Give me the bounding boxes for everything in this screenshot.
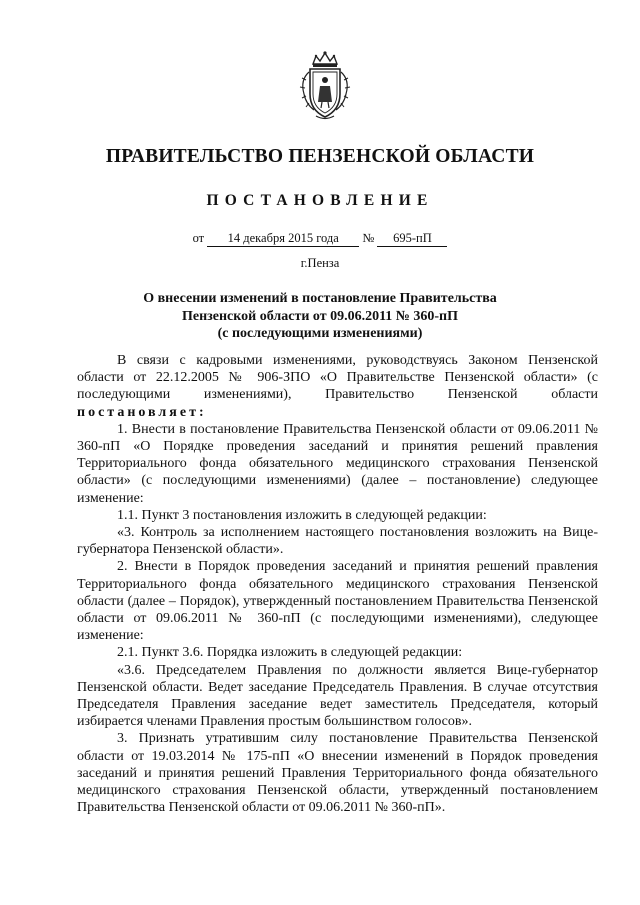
body-paragraph: 1.1. Пункт 3 постановления изложить в следующей редакции: xyxy=(117,507,487,523)
body-paragraph: 3. Признать утратившим силу постановление Правительства Пензенской области от 19.03.2014 № 175-пП «О внесении изменений в Порядок проведения заседаний и принятия решений Правления Территориального фонда обязательного медицинского страхования Пензенской области, утвержденный постановлением Правительства Пензенской области от 09.06.2011 № 360-пП». xyxy=(77,731,598,816)
number-label: № xyxy=(362,231,375,245)
body-paragraph: 2.1. Пункт 3.6. Порядка изложить в следующей редакции: xyxy=(117,645,463,661)
intro-text: В связи с кадровыми изменениями, руководствуясь Законом Пензенской области от 22.12.2005 № 906-ЗПО «О Правительстве Пензенской области» (с последующими изменениями), Правительство Пензенской области xyxy=(77,353,598,403)
heading-line: Пензенской области от 09.06.2011 № 360-пП xyxy=(181,308,458,324)
body-paragraph: «3.6. Председателем Правления по должности является Вице-губернатор Пензенской области. Ведет заседание Председатель Правления. В случае отсутствия Председателя Правления заседание ведет заместитель Председателя, который избирается членами Правления простым большинством голосов». xyxy=(77,662,598,730)
date-from-label: от xyxy=(192,231,205,245)
government-title: ПРАВИТЕЛЬСТВО ПЕНЗЕНСКОЙ ОБЛАСТИ xyxy=(105,146,535,167)
city-label: г.Пенза xyxy=(300,256,340,270)
document-date: 14 декабря 2015 года xyxy=(207,231,359,247)
body-paragraph: 1. Внести в постановление Правительства Пензенской области от 09.06.2011 № 360-пП «О Порядке проведения заседаний и принятия решений правления Территориального фонда обязательного медицинского страхования Пензенской области» (с последующими изменениями) (далее – постановление) следующее изменение: xyxy=(77,421,598,506)
document-type: ПОСТАНОВЛЕНИЕ xyxy=(206,192,434,209)
body-paragraph: «3. Контроль за исполнением настоящего постановления возложить на Вице-губернатора Пензенской области». xyxy=(77,525,598,558)
document-heading xyxy=(0,290,640,343)
coat-of-arms-emblem xyxy=(296,50,354,122)
document-body xyxy=(77,352,598,816)
document-number: 695-пП xyxy=(377,231,447,247)
heading-line: (с последующими изменениями) xyxy=(217,326,423,341)
intro-paragraph xyxy=(77,352,598,421)
heading-line: О внесении изменений в постановление Правительства xyxy=(143,291,497,306)
body-paragraph: 2. Внести в Порядок проведения заседаний и принятия решений правления Территориального фонда обязательного медицинского страхования Пензенской области (далее – Порядок), утвержденный постановлением Правительства Пензенской области от 09.06.2011 № 360-пП (с последующими изменениями), следующее изменение: xyxy=(77,559,598,644)
document-dateline xyxy=(0,231,640,247)
resolves-word: постановляет: xyxy=(77,404,207,420)
